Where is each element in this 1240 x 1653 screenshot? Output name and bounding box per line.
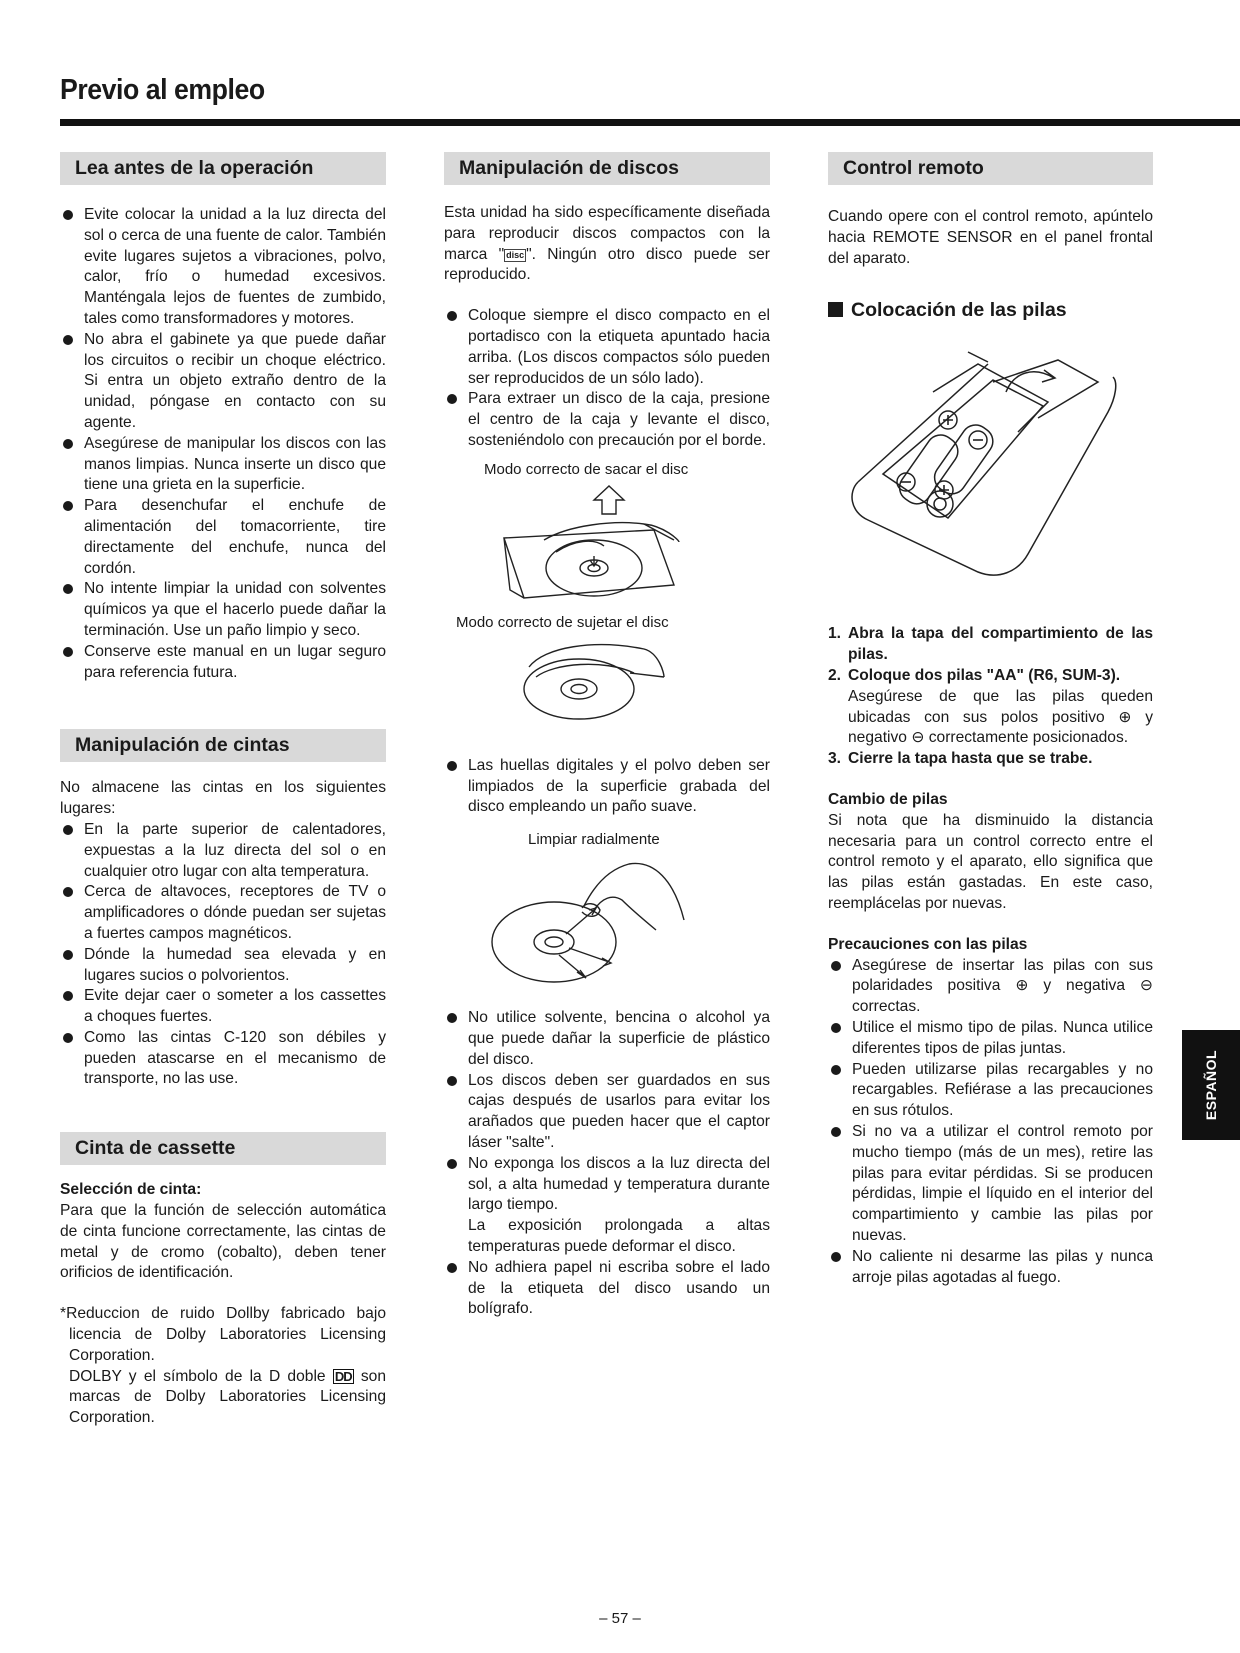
list-item: Pueden utilizarse pilas recargables y no recargables. Refiérase a las precauciones en sus rótulos. (828, 1060, 1153, 1122)
caption-limpiar: Limpiar radialmente (528, 831, 660, 849)
minus-icon: ⊖ (1139, 977, 1153, 995)
step-number: 1. (828, 625, 842, 643)
caption-sacar-disc: Modo correcto de sacar el disc (484, 460, 689, 478)
step-item (828, 624, 1153, 666)
list-item: Evite dejar caer o someter a los cassettes a choques fuertes. (60, 986, 386, 1028)
list-item: Los discos deben ser guardados en sus cajas después de usarlos para evitar los arañados que pueden hacer que el captor láser "salte". (444, 1071, 770, 1154)
list-item: No adhiera papel ni escriba sobre el lado de la etiqueta del disco usando un bolígrafo. (444, 1258, 770, 1320)
heading-cinta-cassette: Cinta de cassette (60, 1132, 386, 1165)
plus-icon: ⊕ (1015, 977, 1029, 995)
prec-first-b: y negativa (1043, 977, 1125, 995)
precauciones-heading: Precauciones con las pilas (828, 935, 1028, 953)
sun-exposure-note: La exposición prolongada a altas temperaturas puede deformar el disco. (468, 1217, 770, 1255)
footnote-dolby-trademark (60, 1367, 386, 1429)
seleccion-cinta-text: Para que la función de selección automática de cinta funcione correctamente, las cintas de metal y de cromo (cobalto), deben tener orificios de identificación. (60, 1202, 386, 1282)
list-item: Evite colocar la unidad a la luz directa del sol o cerca de una fuente de calor. También evite lugares sujetos a vibraciones, polvo, calor, frío o humedad excesivos. Manténgala lejos de fuentes de zumbido, tales como transformadores y motores. (60, 205, 386, 330)
seleccion-cinta-heading: Selección de cinta: (60, 1181, 202, 1199)
dolby-footnote (60, 1304, 386, 1429)
list-item: Para extraer un disco de la caja, presione el centro de la caja y levante el disco, sosteniéndolo con precaución por el borde. (444, 389, 770, 451)
list-item: Para desenchufar el enchufe de alimentación del tomacorriente, tire directamente del enchufe, nunca del cordón. (60, 496, 386, 579)
battery-steps (828, 624, 1153, 770)
language-tab (1182, 1030, 1240, 1140)
caption-sujetar-disc: Modo correcto de sujetar el disc (456, 613, 669, 631)
footnote-text-b: son marcas de Dolby Laboratories Licensing Corporation. (69, 1367, 386, 1427)
list-item: No utilice solvente, bencina o alcohol ya que puede dañar la superficie de plástico del disco. (444, 1008, 770, 1070)
list-item: En la parte superior de calentadores, expuestas a la luz directa del sol o en cualquier otro lugar con alta temperatura. (60, 820, 386, 882)
footnote-text-a: DOLBY y el símbolo de la D doble (69, 1367, 326, 1385)
title-rule (60, 119, 1240, 126)
step-text: Cierre la tapa hasta que se trabe. (848, 750, 1093, 768)
heading-manipulacion-cintas: Manipulación de cintas (60, 729, 386, 762)
list-item: Utilice el mismo tipo de pilas. Nunca utilice diferentes tipos de pilas juntas. (828, 1018, 1153, 1060)
clean-disc-illustration (444, 850, 770, 990)
list-item: Como las cintas C-120 son débiles y pueden atascarse en el mecanismo de transporte, no las use. (60, 1028, 386, 1090)
cambio-pilas-heading: Cambio de pilas (828, 790, 948, 808)
prec-first-a: Asegúrese de insertar las pilas con sus polaridades positiva (852, 956, 1153, 995)
step-number: 3. (828, 750, 842, 768)
step-item (828, 666, 1153, 749)
discos-bullet-list-1 (444, 306, 770, 452)
dolby-dd-icon: DD (334, 1368, 352, 1384)
list-item: No abra el gabinete ya que puede dañar los circuitos o recibir un choque eléctrico. Si entra un objeto extraño dentro de la unidad, póngase en contacto con su agente. (60, 330, 386, 434)
column-right (828, 152, 1153, 1288)
heading-colocacion-pilas (828, 299, 1153, 322)
discos-bullet-list-3 (444, 1008, 770, 1216)
list-item: No caliente ni desarme las pilas y nunca arroje pilas agotadas al fuego. (828, 1247, 1153, 1289)
step-2-note-b: y negativo (848, 708, 1153, 747)
plus-icon: ⊕ (1118, 708, 1132, 726)
footnote-dolby-license: *Reduccion de ruido Dollby fabricado bajo licencia de Dolby Laboratories Licensing Corporation. (60, 1305, 386, 1364)
cintas-intro: No almacene las cintas en los siguientes lugares: (60, 779, 386, 818)
minus-icon: ⊖ (911, 729, 925, 747)
step-text: Coloque dos pilas "AA" (R6, SUM-3). (848, 666, 1121, 684)
list-item: Dónde la humedad sea elevada y en lugares sucios o polvorientos. (60, 945, 386, 987)
list-item: Cerca de altavoces, receptores de TV o amplificadores o dónde puedan ser sujetas a fuertes campos magnéticos. (60, 882, 386, 944)
discos-intro (444, 203, 770, 286)
language-tab-label: ESPAÑOL (1203, 1049, 1219, 1121)
list-item: Si no va a utilizar el control remoto por mucho tiempo (más de un mes), retire las pilas para evitar pérdidas. Si se producen pérdidas, limpie el líquido en el interior del compartimiento y cambie las pilas por nuevas. (828, 1122, 1153, 1247)
step-number: 2. (828, 666, 842, 684)
square-bullet-icon (828, 302, 843, 317)
column-left (60, 152, 386, 1429)
page-number: – 57 – (599, 1610, 641, 1627)
list-item: No intente limpiar la unidad con solventes químicos ya que el hacerlo puede dañar la terminación. Use un paño limpio y seco. (60, 579, 386, 641)
battery-insertion-illustration (828, 322, 1153, 582)
column-middle (444, 152, 770, 1320)
step-item (828, 749, 1153, 770)
heading-manipulacion-discos: Manipulación de discos (444, 152, 770, 185)
intro-text-a: Esta unidad ha sido específicamente diseñada para reproducir discos compactos con la marca " (444, 204, 770, 263)
step-2-note-c: correctamente posicionados. (928, 729, 1129, 747)
cintas-bullet-list (60, 820, 386, 1090)
intro-text-b: ". Ningún otro disco puede ser reproducido. (444, 245, 770, 284)
hold-disc-illustration (444, 633, 770, 738)
remote-intro: Cuando opere con el control remoto, apúntelo hacia REMOTE SENSOR en el panel frontal del aparato. (828, 208, 1153, 267)
heading-colocacion-pilas-text: Colocación de las pilas (851, 299, 1067, 322)
list-item: Las huellas digitales y el polvo deben ser limpiados de la superficie grabada del disco empleando un paño suave. (444, 756, 770, 818)
heading-lea-antes: Lea antes de la operación (60, 152, 386, 185)
page-title: Previo al empleo (60, 74, 265, 106)
remove-disc-illustration (444, 480, 770, 605)
list-item: Coloque siempre el disco compacto en el portadisco con la etiqueta apuntado hacia arriba. (Los discos compactos sólo pueden ser reproducidos de un sólo lado). (444, 306, 770, 389)
precauciones-list (828, 956, 1153, 1289)
list-item (828, 956, 1153, 1018)
lea-bullet-list (60, 205, 386, 683)
compact-disc-logo: disc (506, 249, 525, 260)
discos-bullet-list-2 (444, 756, 770, 818)
list-item: Asegúrese de manipular los discos con las manos limpias. Nunca inserte un disco que tiene una grieta en la superficie. (60, 434, 386, 496)
step-2-note-a: Asegúrese de que las pilas queden ubicadas con sus polos positivo (848, 687, 1153, 726)
step-text: Abra la tapa del compartimiento de las pilas. (848, 625, 1153, 664)
list-item: Conserve este manual en un lugar seguro para referencia futura. (60, 642, 386, 684)
cambio-pilas-text: Si nota que ha disminuido la distancia necesaria para un control correcto entre el control remoto y el aparato, ello significa que las pilas están gastadas. En este caso, reemplácelas por nuevas. (828, 811, 1153, 912)
discos-bullet-list-4 (444, 1258, 770, 1320)
heading-control-remoto: Control remoto (828, 152, 1153, 185)
prec-first-c: correctas. (852, 998, 921, 1016)
list-item: No exponga los discos a la luz directa del sol, a alta humedad y temperatura durante largo tiempo. (444, 1154, 770, 1216)
